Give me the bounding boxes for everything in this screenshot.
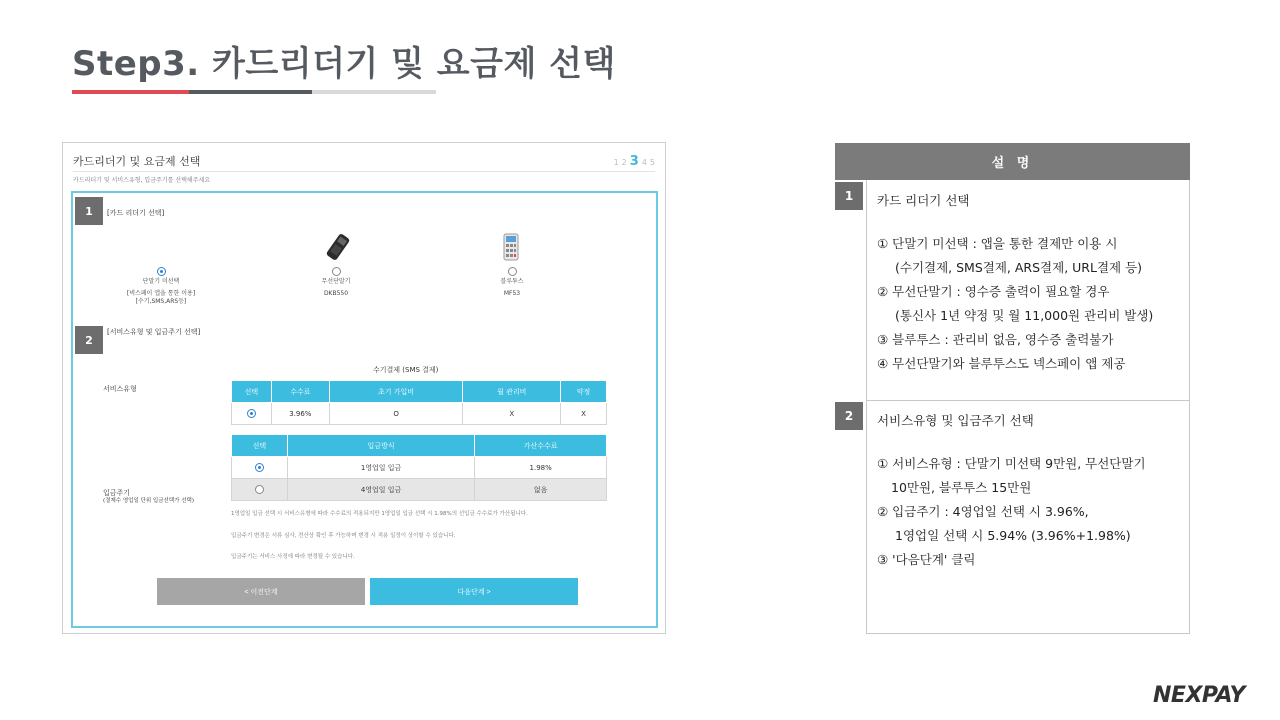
description-1-line-6: ④ 무선단말기와 블루투스도 넥스페이 앱 제공 xyxy=(877,356,1126,371)
service-fee: 3.96% xyxy=(271,403,329,425)
table-row xyxy=(232,479,607,501)
note-2: 입금주기 변경은 서류 심사, 전산상 확인 후 가능하며 변경 시 적용 일정이 상이할 수 있습니다. xyxy=(231,533,456,539)
description-1-title: 카드 리더기 선택 xyxy=(877,193,970,208)
description-2-line-3: ② 입금주기 : 4영업일 선택 시 3.96%, xyxy=(877,504,1089,519)
description-1-line-3: ② 무선단말기 : 영수증 출력이 필요할 경우 xyxy=(877,284,1110,299)
radio-deposit-1day[interactable] xyxy=(255,463,264,472)
description-divider xyxy=(867,400,1189,401)
step-4: 4 xyxy=(641,157,647,167)
service-join-fee: O xyxy=(329,403,463,425)
bluetooth-reader-icon xyxy=(503,233,519,261)
next-step-button[interactable]: 다음단계 > xyxy=(370,578,578,605)
panel-header xyxy=(73,149,655,173)
deposit-select-cell-4[interactable] xyxy=(232,479,288,501)
screenshot-panel xyxy=(62,142,666,634)
panel-divider xyxy=(73,171,655,172)
section-2-number: 2 xyxy=(75,326,103,354)
deposit-col-method: 입금방식 xyxy=(287,435,474,457)
selection-form xyxy=(71,191,658,628)
description-2-line-5: ③ '다음단계' 클릭 xyxy=(877,552,976,567)
description-1-line-5: ③ 블루투스 : 관리비 없음, 영수증 출력불가 xyxy=(877,332,1114,347)
service-col-join: 초기 가입비 xyxy=(329,381,463,403)
panel-title: 카드리더기 및 요금제 선택 xyxy=(73,155,201,168)
step-5: 5 xyxy=(649,157,655,167)
section-2-label: [서비스유형 및 입금주기 선택] xyxy=(107,328,201,336)
description-2-title: 서비스유형 및 입금주기 선택 xyxy=(877,413,1034,428)
option-bluetooth-label: 블루투스 xyxy=(500,278,524,285)
option-bluetooth[interactable] xyxy=(457,267,567,298)
note-1: 1영업일 입금 선택 시 서비스유형에 따라 수수료의 적용되지만 1영업일 입금 선택 시 1.98%의 선입금 수수료가 가산됩니다. xyxy=(231,511,528,517)
radio-deposit-4day[interactable] xyxy=(255,485,264,494)
description-1-line-1: ① 단말기 미선택 : 앱을 통한 결제만 이용 시 xyxy=(877,236,1118,251)
nexpay-logo: NEXPAY xyxy=(1153,683,1245,708)
radio-bluetooth[interactable] xyxy=(508,267,517,276)
table-row xyxy=(232,457,607,479)
description-2-line-4: 1영업일 선택 시 5.94% (3.96%+1.98%) xyxy=(895,528,1131,543)
service-caption: 수기결제 (SMS 결제) xyxy=(373,366,439,374)
service-table xyxy=(231,380,607,425)
service-col-fee: 수수료 xyxy=(271,381,329,403)
deposit-fee-4: 없음 xyxy=(475,479,607,501)
description-item-2 xyxy=(877,412,1187,572)
option-wireless-model: DKB550 xyxy=(323,289,349,297)
deposit-method-4: 4영업일 입금 xyxy=(287,479,474,501)
description-2-line-2: 10만원, 블루투스 15만원 xyxy=(891,480,1032,495)
deposit-cycle-title: 입금주기 xyxy=(103,489,131,497)
deposit-fee-1: 1.98% xyxy=(475,457,607,479)
deposit-cycle-sub: (결제수 영업일 단위 입금선택가 선택) xyxy=(103,498,194,505)
wireless-terminal-icon xyxy=(325,233,351,261)
service-type-label: 서비스유형 xyxy=(103,385,137,393)
section-1-number: 1 xyxy=(75,197,103,225)
deposit-col-fee: 가산수수료 xyxy=(475,435,607,457)
deposit-col-select: 선택 xyxy=(232,435,288,457)
table-row xyxy=(232,403,607,425)
deposit-cycle-label xyxy=(103,489,194,505)
description-1-line-2: (수기결제, SMS결제, ARS결제, URL결제 등) xyxy=(895,260,1143,275)
service-monthly-fee: X xyxy=(463,403,561,425)
note-3: 입금주기는 서비스 사정에 따라 변경될 수 있습니다. xyxy=(231,554,355,560)
deposit-select-cell-1[interactable] xyxy=(232,457,288,479)
deposit-table xyxy=(231,434,607,501)
option-wireless[interactable] xyxy=(281,267,391,298)
description-1-line-4: (통신사 1년 약정 및 월 11,000원 관리비 발생) xyxy=(895,308,1154,323)
step-current: 3 xyxy=(629,153,639,169)
step-2: 2 xyxy=(621,157,627,167)
service-col-monthly: 월 관리비 xyxy=(463,381,561,403)
service-select-cell[interactable] xyxy=(232,403,272,425)
description-1-number: 1 xyxy=(835,182,863,210)
title-underline xyxy=(72,90,436,94)
prev-step-button[interactable]: < 이전단계 xyxy=(157,578,365,605)
option-no-terminal[interactable] xyxy=(106,267,216,305)
option-no-terminal-desc2: [수기,SMS,ARS등] xyxy=(135,297,187,305)
section-1-label: [카드 리더기 선택] xyxy=(107,209,165,217)
panel-subtitle: 카드리더기 및 서비스유형, 입금주기를 선택해주세요 xyxy=(73,177,211,184)
radio-wireless[interactable] xyxy=(332,267,341,276)
service-contract: X xyxy=(561,403,607,425)
option-bluetooth-model: MF53 xyxy=(503,289,521,297)
radio-service[interactable] xyxy=(247,409,256,418)
service-col-contract: 약정 xyxy=(561,381,607,403)
description-2-line-1: ① 서비스유형 : 단말기 미선택 9만원, 무선단말기 xyxy=(877,456,1146,471)
radio-no-terminal[interactable] xyxy=(157,267,166,276)
description-item-1 xyxy=(877,192,1187,376)
description-body xyxy=(866,180,1190,634)
option-no-terminal-desc: [넥스페이 앱을 통한 이용] xyxy=(126,289,196,297)
option-wireless-label: 무선단말기 xyxy=(321,278,351,285)
description-header: 설 명 xyxy=(835,143,1190,180)
description-2-number: 2 xyxy=(835,402,863,430)
deposit-method-1: 1영업일 입금 xyxy=(287,457,474,479)
option-no-terminal-label: 단말기 미선택 xyxy=(142,278,180,285)
step-1: 1 xyxy=(613,157,619,167)
slide-title: Step3. 카드리더기 및 요금제 선택 xyxy=(72,44,616,84)
step-indicator xyxy=(614,154,655,169)
service-col-select: 선택 xyxy=(232,381,272,403)
